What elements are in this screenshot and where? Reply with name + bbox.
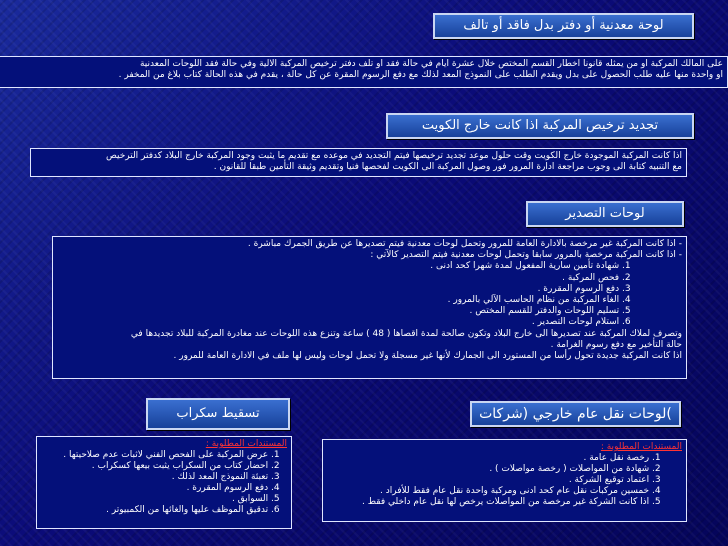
transport-requirements-label: المستندات المطلوبة : [600,442,682,452]
export-outro-2: حالة التأخير مع دفع رسوم الغرامة . [550,339,682,350]
lost-plate-title [433,13,694,39]
transport-item: 5. اذا كانت الشركة غير مرخصة من المواصلات يرخص لها نقل عام داخلي فقط . [362,497,661,507]
transport-item: 2. شهادة من المواصلات ( رخصة مواصلات ) . [489,464,661,474]
export-outro-1: وتصرف لملاك المركبة عند تصديرها الى خارج البلاد وتكون صالحة لمدة اقصاها ( 48 ) ساعة وتنزع هذه اللوحات عند مغادرة المركبة للبلاد تجديدها في [130,328,682,339]
export-body [52,236,687,379]
scrap-item: 1. عرض المركبة على الفحص الفني لاثبات عدم صلاحيتها . [63,450,280,460]
export-intro-2: - اذا كانت المركبة مرخصة بالمرور سابقا وتحمل لوحات معدنية فيتم التصدير كالآتي : [370,250,682,261]
scrap-item: 3. تعبئة النموذج المعد لذلك . [171,472,280,482]
export-title [526,201,684,227]
scrap-item: 2. احضار كتاب من السكراب يثبت بيعها كسكراب . [91,461,280,471]
scrap-body [36,436,292,529]
renewal-title-text: تجديد ترخيص المركبة اذا كانت خارج الكويت [421,118,659,133]
scrap-item: 6. تدقيق الموظف عليها والغائها من الكمبيوتر . [106,505,280,515]
renewal-body [30,148,687,177]
export-intro-1: - اذا كانت المركبة غير مرخصة بالادارة العامة للمرور وتحمل لوحات معدنية فيتم تصديرها عن طريق الجمرك مباشرة . [247,239,682,249]
scrap-title-text: تسقيط سكراب [176,406,260,421]
export-item: 5. تسليم اللوحات والدفتر للقسم المختص . [469,306,631,317]
transport-title [470,401,681,427]
lost-plate-title-text: لوحة معدنية أو دفتر بدل فاقد أو تالف [463,18,664,33]
lost-plate-line-1: على المالك المركبة او من يمثله قانونا اخطار القسم المختص خلال عشرة ايام في حالة فقد او تلف دفتر ترخيص المركبة الالية وفي حالة فقد اللوحات المعدنية [139,59,723,69]
scrap-item: 4. دفع الرسوم المقررة . [186,483,280,493]
scrap-item: 5. السوابق . [231,494,280,504]
export-item: 3. دفع الرسوم المقررة . [537,283,631,294]
transport-body [322,439,687,522]
lost-plate-body [0,56,728,88]
export-item: 4. الغاء المركبة من نظام الحاسب الآلي بالمرور . [447,295,631,306]
transport-title-text: )لوحات نقل عام خارجي (شركات [479,406,672,422]
renewal-line-1: اذا كانت المركبة الموجودة خارج الكويت وقت حلول موعد تجديد ترخيصها فيتم التجديد في موعده مع تقديم ما يثبت وجود المركبة خارج البلاد كدفتر الترخيص [105,151,682,161]
export-item: 2. فحص المركبة . [562,272,631,283]
export-title-text: لوحات التصدير [565,206,645,221]
export-item: 1. شهادة تأمين سارية المفعول لمدة شهرا كحد ادنى . [430,261,631,272]
renewal-title [386,113,694,139]
renewal-line-2: مع التنبيه كتابة الى وجوب مراجعة ادارة المرور فور وصول المركبة الى الكويت لفحصها فنيا وتقديم وثيقة التأمين طبقا للقانون . [213,162,682,172]
export-item: 6. استلام لوحات التصدير . [531,317,631,328]
transport-item: 3. اعتماد توقيع الشركة . [568,475,661,485]
lost-plate-line-2: او واحدة منها عليه طلب الحصول على بدل ويقدم الطلب على النموذج المعد لذلك مع دفع الرسوم المقرة عن كل حالة ، يقدم في هذه الحالة كتاب بلاغ من المخفر . [118,70,723,80]
export-outro-3: اذا كانت المركبة جديدة تحول رأسا من المستورد الى الجمارك لأنها غير مسجلة ولا تحمل لوحات وليس لها ملف في الادارة العامة للمرور . [173,351,682,362]
scrap-title [146,398,290,430]
transport-item: 4. خمسين مركبات نقل عام كحد ادنى ومركبة واحدة نقل عام فقط للأفراد . [380,486,661,496]
transport-item: 1. رخصة نقل عامة . [583,453,661,463]
scrap-requirements-label: المستندات المطلوبة : [205,439,287,449]
